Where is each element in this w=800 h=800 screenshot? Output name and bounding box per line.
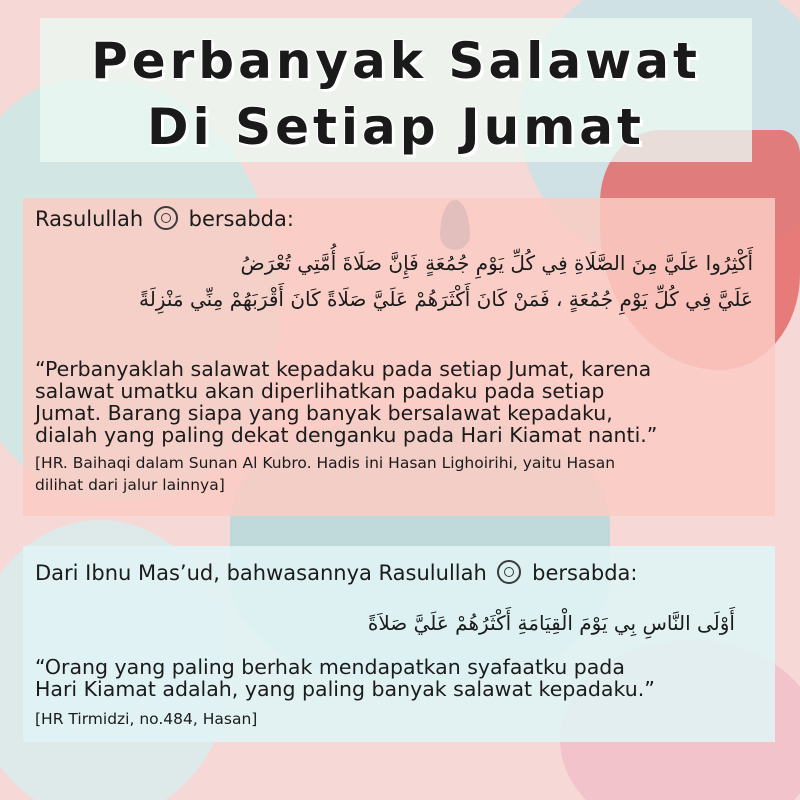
hadith-2-intro-after: bersabda: bbox=[532, 561, 638, 585]
hadith-2-intro-before: Dari Ibnu Mas’ud, bahwasannya Rasulullah bbox=[35, 561, 487, 585]
hadith-card-2 bbox=[23, 546, 775, 742]
hadith-2-quote-line: Hari Kiamat adalah, yang paling banyak salawat kepadaku.” bbox=[35, 677, 655, 701]
salallahu-alaihi-wasallam-seal-icon bbox=[154, 206, 178, 230]
hadith-1-quote-line: salawat umatku akan diperlihatkan padaku pada setiap bbox=[35, 379, 605, 403]
page-title-line-2: Di Setiap Jumat bbox=[147, 98, 645, 156]
hadith-1-intro bbox=[35, 206, 294, 231]
hadith-1-quote-line: Jumat. Barang siapa yang banyak bersalawat kepadaku, bbox=[35, 401, 613, 425]
hadith-1-quote-line: “Perbanyaklah salawat kepadaku pada setiap Jumat, karena bbox=[35, 357, 652, 381]
hadith-1-quote-line: dialah yang paling dekat denganku pada Hari Kiamat nanti.” bbox=[35, 423, 658, 447]
title-banner bbox=[40, 18, 752, 162]
hadith-1-arabic-line-2: عَلَيَّ فِي كُلِّ يَوْمِ جُمُعَةٍ ، فَمَنْ كَانَ أَكْثَرَهُمْ عَلَيَّ صَلَاةً كَانَ أَقْرَبَهُمْ مِنِّي مَنْزِلَةً bbox=[138, 287, 753, 311]
hadith-2-quote-line: “Orang yang paling berhak mendapatkan syafaatku pada bbox=[35, 655, 625, 679]
hadith-1-intro-after: bersabda: bbox=[188, 207, 294, 231]
hadith-2-intro bbox=[35, 560, 637, 585]
hadith-1-source-line: [HR. Baihaqi dalam Sunan Al Kubro. Hadis ini Hasan Lighoirihi, yaitu Hasan bbox=[35, 454, 616, 472]
page-title-line-1: Perbanyak Salawat bbox=[91, 32, 701, 90]
hadith-1-source-line: dilihat dari jalur lainnya] bbox=[35, 476, 225, 494]
hadith-1-arabic-line-1: أَكْثِرُوا عَلَيَّ مِنَ الصَّلَاةِ فِي كُلِّ يَوْمِ جُمُعَةٍ فَإِنَّ صَلَاةَ أُمَّتِي تُعْرَضُ bbox=[240, 251, 753, 275]
hadith-1-intro-before: Rasulullah bbox=[35, 207, 144, 231]
hadith-card-1 bbox=[23, 198, 775, 516]
hadith-2-source-line: [HR Tirmidzi, no.484, Hasan] bbox=[35, 710, 258, 728]
salallahu-alaihi-wasallam-seal-icon bbox=[497, 560, 521, 584]
hadith-2-arabic-line-1: أَوْلَى النَّاسِ بِي يَوْمَ الْقِيَامَةِ أَكْثَرُهُمْ عَلَيَّ صَلاَةً bbox=[367, 611, 735, 635]
